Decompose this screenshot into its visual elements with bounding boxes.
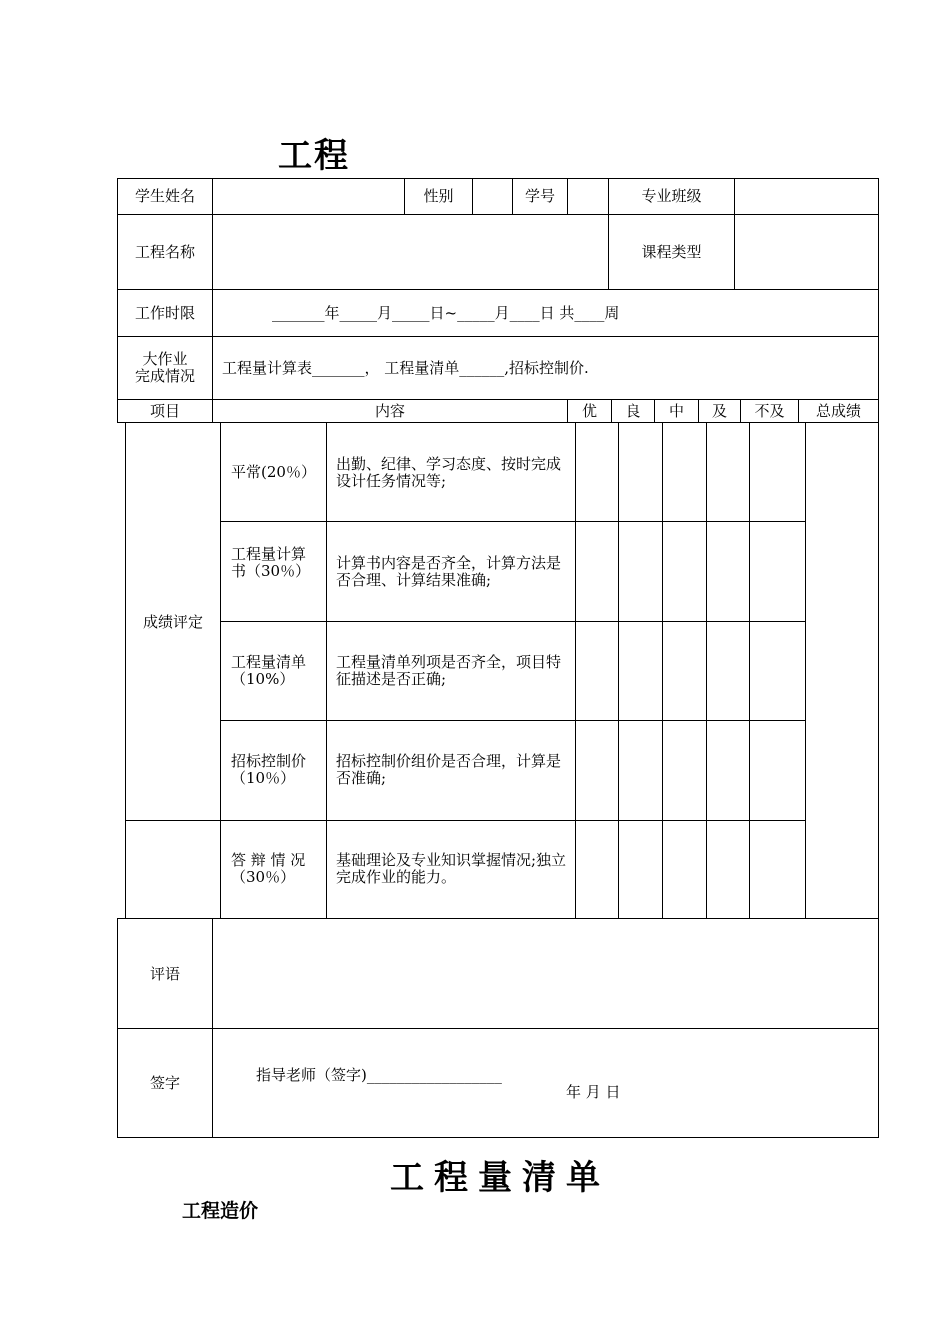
table-border-bottom <box>117 1137 879 1138</box>
grading-item-name: 平常(20％） <box>231 463 316 481</box>
col-divider <box>220 422 221 919</box>
header-pass: 及 <box>711 402 727 420</box>
table-border-right <box>878 178 879 422</box>
grading-section-label: 成绩评定 <box>142 613 203 631</box>
col-divider <box>749 422 750 919</box>
col-divider <box>212 178 213 422</box>
homework-value: 工程量计算表_______， 工程量清单______,招标控制价. <box>222 359 589 377</box>
project-name-label: 工程名称 <box>134 243 195 261</box>
col-divider <box>472 178 473 214</box>
section-subtitle: 工程造价 <box>182 1200 259 1222</box>
row-divider <box>125 820 806 821</box>
course-type-label: 课程类型 <box>641 243 702 261</box>
period-label: 工作时限 <box>134 304 195 322</box>
grading-item-name: 招标控制价（10％） <box>231 752 307 787</box>
gender-label: 性别 <box>423 187 454 205</box>
comments-label: 评语 <box>149 965 180 983</box>
row-divider <box>220 521 806 522</box>
col-divider <box>706 422 707 919</box>
col-divider <box>618 422 619 919</box>
grading-border-right <box>878 422 879 919</box>
homework-label-1: 大作业 <box>142 350 188 368</box>
major-class-label: 专业班级 <box>641 187 702 205</box>
grading-item-desc: 工程量清单列项是否齐全，项目特征描述是否正确; <box>336 653 562 688</box>
row-divider <box>117 399 879 400</box>
student-name-label: 学生姓名 <box>134 187 195 205</box>
header-good: 良 <box>625 402 641 420</box>
signature-label: 签字 <box>149 1074 180 1092</box>
grading-item-desc: 计算书内容是否齐全，计算方法是否合理、计算结果准确; <box>336 554 562 589</box>
row-divider <box>117 336 879 337</box>
grading-item-desc: 招标控制价组价是否合理，计算是否准确; <box>336 752 562 787</box>
col-divider <box>326 422 327 919</box>
grading-item-name: 工程量计算书（30％） <box>231 545 311 580</box>
row-divider <box>220 720 806 721</box>
col-divider <box>567 178 568 214</box>
header-total: 总成绩 <box>815 402 861 420</box>
col-divider <box>575 422 576 919</box>
col-divider <box>662 422 663 919</box>
section-title: 工程量清单 <box>390 1158 610 1198</box>
row-divider <box>117 422 879 423</box>
row-divider <box>220 621 806 622</box>
table-border-left <box>117 178 118 422</box>
grading-item-desc: 基础理论及专业知识掌握情况;独立完成作业的能力。 <box>336 851 567 886</box>
grading-item-desc: 出勤、纪律、学习态度、按时完成设计任务情况等; <box>336 455 562 490</box>
row-divider <box>117 289 879 290</box>
row-divider <box>117 214 879 215</box>
header-excellent: 优 <box>581 402 597 420</box>
col-divider <box>734 178 735 289</box>
grading-border-left <box>125 422 126 919</box>
period-value: _______年_____月_____日~_____月____日 共____周 <box>272 304 620 322</box>
header-medium: 中 <box>668 402 684 420</box>
header-item: 项目 <box>149 402 180 420</box>
row-divider <box>117 1028 879 1029</box>
homework-label-2: 完成情况 <box>134 367 195 385</box>
header-content: 内容 <box>374 402 405 420</box>
grading-item-name: 工程量清单（10%） <box>231 653 307 688</box>
col-divider <box>805 422 806 919</box>
row-divider <box>117 918 879 919</box>
signature-date: 年 月 日 <box>566 1083 621 1101</box>
page-title: 工程 <box>278 136 350 176</box>
student-id-label: 学号 <box>524 187 555 205</box>
grading-item-name: 答 辩 情 况（30％） <box>231 851 306 886</box>
table-border-top <box>117 178 879 179</box>
header-fail: 不及 <box>754 402 785 420</box>
teacher-signature: 指导老师（签字)__________________ <box>256 1066 502 1084</box>
